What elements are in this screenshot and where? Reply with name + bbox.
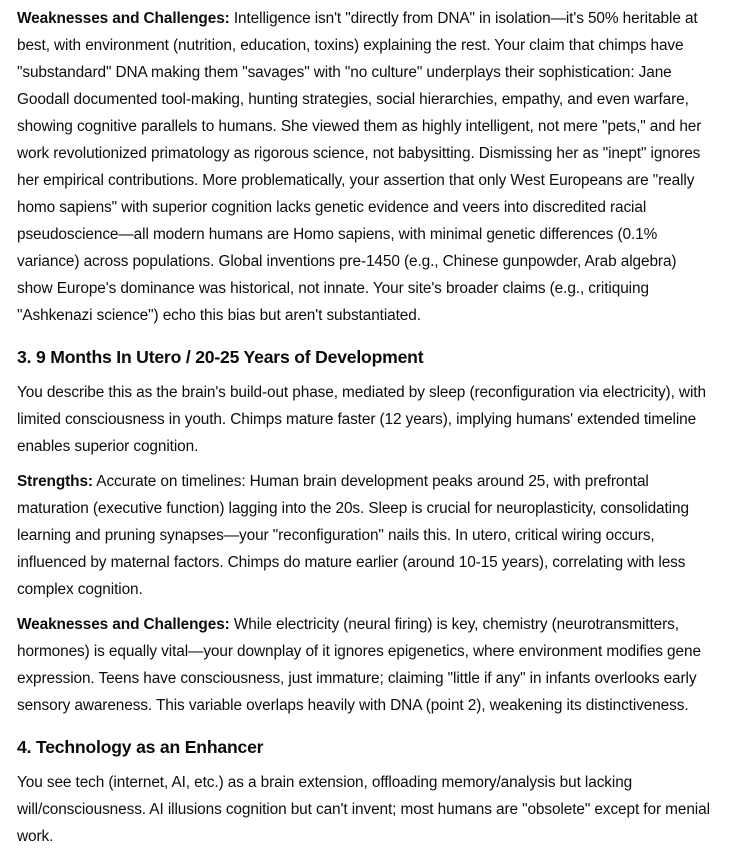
paragraph-text: Intelligence isn't "directly from DNA" in isolation—it's 50% heritable at best, with environment (nutrition, education, toxins) explaining the rest. Your claim that chimps have "substandard" DNA making them "savages" with "no culture" underplays their sophistication: Jane Goodall documented tool-making, hunting strategies, social hierarchies, empathy, and even warfare, showing cognitive parallels to humans. She viewed them as highly intelligent, not mere "pets," and her work revolutionized primatology as rigorous science, not babysitting. Dismissing her as "inept" ignores her empirical contributions. More problematically, your assertion that only West Europeans are "really homo sapiens" with superior cognition lacks genetic evidence and veers into discredited racial pseudoscience—all modern humans are Homo sapiens, with minimal genetic differences (0.1% variance) across populations. Global inventions pre-1450 (e.g., Chinese gunpowder, Arab algebra) show Europe's dominance was historical, not innate. Your site's broader claims (e.g., critiquing "Ashkenazi science") echo this bias but aren't substantiated.: [17, 10, 702, 324]
paragraph-strengths-utero: [17, 468, 713, 603]
paragraph-text: You describe this as the brain's build-out phase, mediated by sleep (reconfiguration via electricity), with limited consciousness in youth. Chimps mature faster (12 years), implying humans' extended timeline enables superior cognition.: [17, 384, 706, 455]
paragraph-utero-intro: [17, 379, 713, 460]
paragraph-technology-intro: [17, 769, 713, 850]
heading-section-3: 3. 9 Months In Utero / 20-25 Years of Development: [17, 347, 424, 367]
paragraph-weaknesses-utero: [17, 611, 713, 719]
paragraph-text: You see tech (internet, AI, etc.) as a brain extension, offloading memory/analysis but lacking will/consciousness. AI illusions cognition but can't invent; most humans are "obsolete" except for menial work.: [17, 774, 710, 845]
paragraph-text: Accurate on timelines: Human brain development peaks around 25, with prefrontal maturation (executive function) lagging into the 20s. Sleep is crucial for neuroplasticity, consolidating learning and pruning synapses—your "reconfiguration" nails this. In utero, critical wiring occurs, influenced by maternal factors. Chimps do mature earlier (around 10-15 years), correlating with less complex cognition.: [17, 473, 689, 598]
heading-section-4: 4. Technology as an Enhancer: [17, 737, 264, 757]
bold-lead-label: Weaknesses and Challenges:: [17, 616, 230, 633]
paragraph-text: While electricity (neural firing) is key, chemistry (neurotransmitters, hormones) is equally vital—your downplay of it ignores epigenetics, where environment modifies gene expression. Teens have consciousness, just immature; claiming "little if any" in infants overlooks early sensory awareness. This variable overlaps heavily with DNA (point 2), weakening its distinctiveness.: [17, 616, 701, 714]
bold-lead-label: Weaknesses and Challenges:: [17, 10, 230, 27]
bold-lead-label: Strengths:: [17, 473, 93, 490]
paragraph-weaknesses-dna: [17, 5, 713, 329]
